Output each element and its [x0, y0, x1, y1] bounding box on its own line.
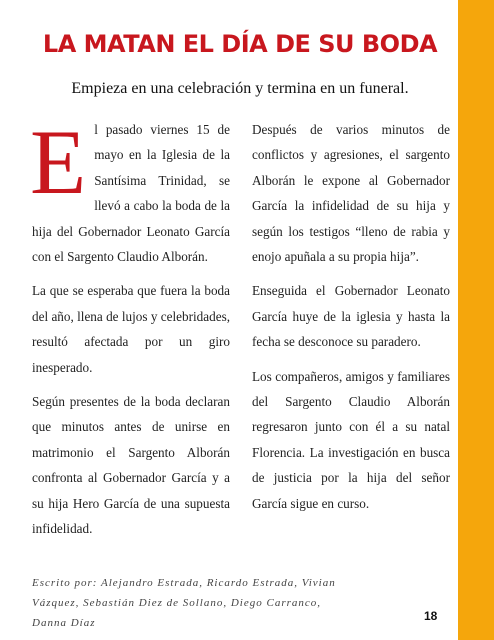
page-number: 18: [424, 609, 438, 623]
paragraph: Según presentes de la boda declaran que minutos antes de unirse en matrimonio el Sargento Alborán confronta al Gobernador García y a su hija Hero García de una supuesta infidelidad.: [32, 394, 230, 537]
paragraph: La que se esperaba que fuera la boda del año, llena de lujos y celebridades, resultó afectada por un giro inesperado.: [32, 283, 230, 375]
drop-cap: E: [30, 111, 87, 213]
paragraph: Los compañeros, amigos y familiares del Sargento Claudio Alborán regresaron junto con él a su natal Florencia. La investigación en busca de justicia por la hija del señor García sigue en curso.: [252, 368, 450, 511]
left-column: [30, 111, 230, 551]
paragraph: Después de varios minutos de conflictos y agresiones, el sargento Alborán le expone al Gobernador García la infidelidad de su hija y según los testigos “lleno de rabia y enojo apuñala a su propia hija”.: [252, 122, 450, 265]
right-column: [252, 117, 450, 525]
article-title: LA MATAN EL DÍA DE SU BODA: [42, 30, 438, 58]
paragraph-text: l pasado viernes 15 de mayo en la Iglesia de la Santísima Trinidad, se llevó a cabo la boda de la hija del Gobernador Leonato García con el Sargento Claudio Alborán.: [32, 122, 230, 265]
article-subtitle: Empieza en una celebración y termina en un funeral.: [71, 80, 409, 97]
side-color-bar: [458, 0, 494, 640]
author-credits: Escrito por: Alejandro Estrada, Ricardo Estrada, Vivian Vázquez, Sebastián Diez de Sollano, Diego Carranco, Danna Díaz: [32, 577, 336, 629]
paragraph: [30, 111, 230, 269]
paragraph: Enseguida el Gobernador Leonato García huye de la iglesia y hasta la fecha se desconoce su paradero.: [252, 283, 450, 350]
